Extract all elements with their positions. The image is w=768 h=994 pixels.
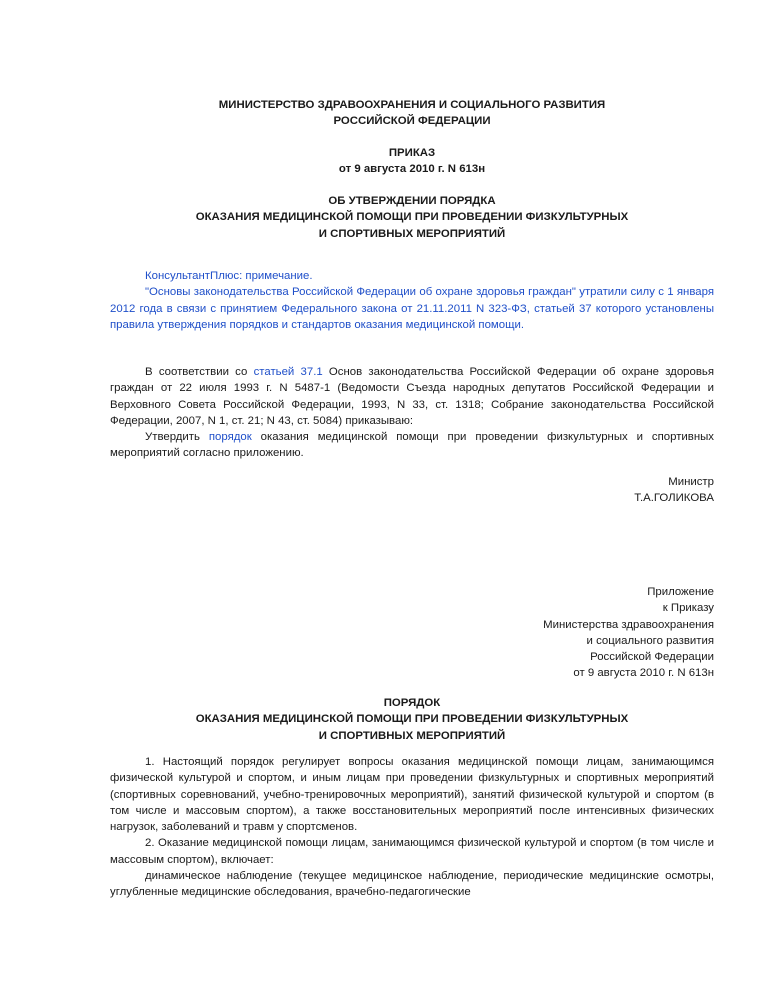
procedure-body [110,754,714,901]
procedure-title-line-2: ОКАЗАНИЯ МЕДИЦИНСКОЙ ПОМОЩИ ПРИ ПРОВЕДЕНИИ ФИЗКУЛЬТУРНЫХ [195,713,629,726]
procedure-title-line-3: И СПОРТИВНЫХ МЕРОПРИЯТИЙ [318,729,506,742]
link-procedure[interactable]: порядок [208,431,252,444]
appendix-line-3: Министерства здравоохранения [543,618,714,631]
ministry-line-1: МИНИСТЕРСТВО ЗДРАВООХРАНЕНИЯ И СОЦИАЛЬНОГО РАЗВИТИЯ [218,99,606,111]
preamble-paragraph-1: В соответствии со статьей 37.1 Основ законодательства Российской Федерации об охране здоровья граждан от 22 июля 1993 г. N 5487-1 (Ведомости Съезда народных депутатов Российской Федерации и Верховного Совета Российской Федерации, 1993, N 33, ст. 1318; Собрание законодательства Российской Федерации, 2007, N 1, ст. 21; N 43, ст. 5084) приказываю: [110,366,714,427]
preamble [110,364,714,462]
appendix-line-6: от 9 августа 2010 г. N 613н [573,667,714,680]
note-link-law[interactable]: Федерального закона от 21.11.2011 N 323-ФЗ [281,302,527,315]
note-link-article[interactable]: статьей 37 [534,302,592,315]
ministry-line-2: РОССИЙСКОЙ ФЕДЕРАЦИИ [333,115,491,128]
order-heading [110,145,714,178]
order-date: от 9 августа 2010 г. N 613н [338,163,486,176]
procedure-item-2-sub: динамическое наблюдение (текущее медицинское наблюдение, периодические медицинские осмотры, углубленные медицинские обследования, врачебно-педагогические [110,870,714,899]
appendix-line-5: Российской Федерации [590,651,714,664]
procedure-item-2: 2. Оказание медицинской помощи лицам, занимающимся физической культурой и спортом (в том числе и массовым спортом), включает: [110,837,714,866]
order-word: ПРИКАЗ [388,147,436,159]
procedure-item-1: 1. Настоящий порядок регулирует вопросы оказания медицинской помощи лицам, занимающимся физической культурой и спортом, и иным лицам при проведении физкультурных и спортивных мероприятий (спортивных соревнований, учебно-тренировочных мероприятий), занятий физической культурой и спортом (в том числе и массовым спортом), а также восстановительных мероприятий после интенсивных физических нагрузок, заболеваний и травм у спортсменов. [110,756,714,834]
signature [110,474,714,507]
signature-name: Т.А.ГОЛИКОВА [634,492,714,505]
order-title-line-3: И СПОРТИВНЫХ МЕРОПРИЯТИЙ [318,227,506,240]
consultant-note [110,268,714,333]
note-text: "Основы законодательства Российской Федерации об охране здоровья граждан" утратили силу с 1 января 2012 года в связи с принятием Федерального закона от 21.11.2011 N 323-ФЗ, статьей 37 которого установлены правила утверждения порядков и стандартов оказания медицинской помощи. [110,286,715,331]
ministry-heading [110,97,714,130]
order-title [110,193,714,242]
procedure-title-line-1: ПОРЯДОК [383,697,441,709]
link-article-37-1[interactable]: статьей 37.1 [253,366,323,378]
appendix-line-1: Приложение [647,586,714,598]
appendix-line-4: и социального развития [586,634,714,647]
appendix-header [110,584,714,682]
preamble-paragraph-2: Утвердить порядок оказания медицинской помощи при проведении физкультурных и спортивных мероприятий согласно приложению. [110,431,714,460]
note-link-date[interactable]: 1 января 2012 года [110,286,714,315]
order-title-line-1: ОБ УТВЕРЖДЕНИИ ПОРЯДКА [328,195,496,207]
note-label: КонсультантПлюс: примечание. [145,270,313,282]
appendix-line-2: к Приказу [662,602,714,615]
procedure-title [110,695,714,744]
order-title-line-2: ОКАЗАНИЯ МЕДИЦИНСКОЙ ПОМОЩИ ПРИ ПРОВЕДЕНИИ ФИЗКУЛЬТУРНЫХ [195,211,629,224]
signature-role: Министр [668,476,714,488]
